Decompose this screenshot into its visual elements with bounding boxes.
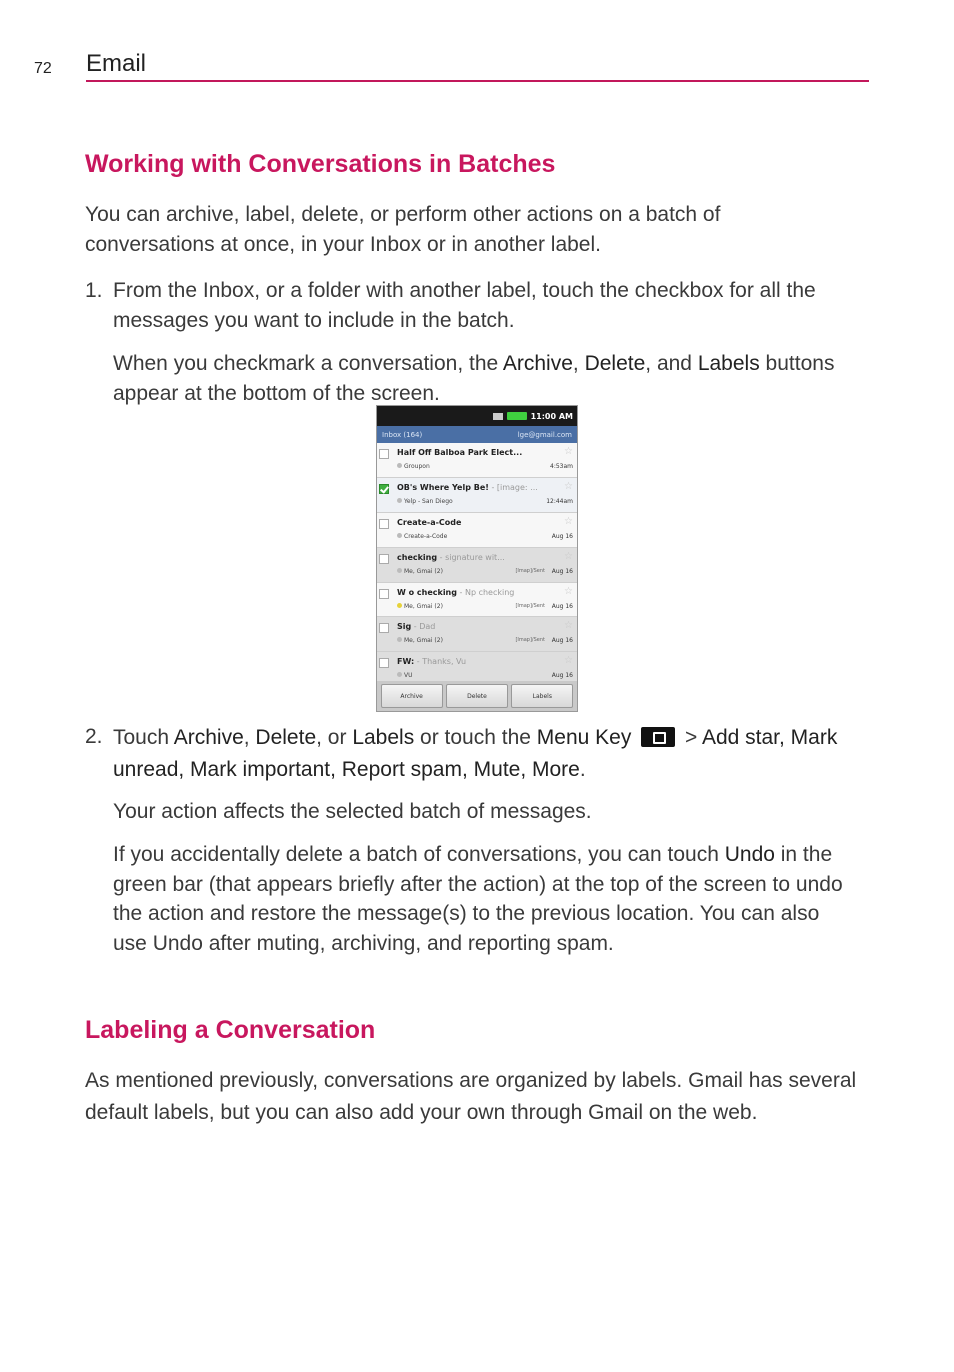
- conversation-row[interactable]: [377, 583, 577, 618]
- delete-button[interactable]: Delete: [446, 684, 508, 708]
- row-date: Aug 16: [551, 532, 573, 540]
- section-title-labeling: Labeling a Conversation: [85, 1016, 376, 1044]
- label-marker-icon: [397, 672, 402, 677]
- labels-term: Labels: [352, 726, 415, 749]
- section-title-batches: Working with Conversations in Batches: [85, 150, 556, 178]
- row-date: Aug 16: [551, 637, 573, 645]
- row-checkbox[interactable]: [379, 484, 389, 494]
- row-date: Aug 16: [551, 602, 573, 610]
- status-time: 11:00 AM: [530, 411, 573, 421]
- step-2-affect: Your action affects the selected batch of messages.: [113, 800, 592, 823]
- row-checkbox[interactable]: [379, 554, 389, 564]
- step-1-text: From the Inbox, or a folder with another label, touch the checkbox for all the messages you want to include in the batch.: [113, 279, 816, 332]
- row-checkbox[interactable]: [379, 449, 389, 459]
- conversation-row[interactable]: [377, 443, 577, 478]
- labeling-paragraph: As mentioned previously, conversations are organized by labels. Gmail has several default labels, but you can also add your own through Gmail on the web.: [85, 1069, 857, 1124]
- conversation-row[interactable]: [377, 548, 577, 583]
- row-sender: VU: [397, 672, 413, 679]
- archive-term: Archive: [173, 726, 244, 749]
- step-2-undo: If you accidentally delete a batch of conversations, you can touch Undo in the green bar (that appears briefly after the action) at the top of the screen to undo the action and restore the message(s) to the previous location. You can also use Undo after muting, archiving, and reporting spam.: [113, 843, 843, 956]
- row-checkbox[interactable]: [379, 658, 389, 668]
- star-icon[interactable]: ☆: [564, 620, 573, 632]
- row-date: 12:44am: [546, 497, 573, 505]
- inbox-title-bar: [377, 426, 577, 443]
- conversation-list: [377, 443, 577, 687]
- notification-icon: [493, 413, 503, 420]
- status-bar: [377, 406, 577, 426]
- label-marker-icon: [397, 637, 402, 642]
- row-sender: Yelp - San Diego: [397, 498, 453, 505]
- row-sender: Me, Gmai (2): [397, 568, 443, 575]
- delete-term: Delete: [584, 352, 646, 375]
- step-1-number: 1.: [85, 279, 103, 302]
- account-label: lge@gmail.com: [517, 430, 572, 439]
- row-label-tag: [Imap]/Sent: [515, 602, 545, 609]
- archive-term: Archive: [502, 352, 573, 375]
- step-1-note: When you checkmark a conversation, the Archive, Delete, and Labels buttons appear at the bottom of the screen.: [113, 352, 835, 405]
- row-snippet: - signature wit...: [437, 552, 505, 562]
- conversation-row[interactable]: [377, 478, 577, 513]
- row-sender: Me, Gmai (2): [397, 603, 443, 610]
- star-icon[interactable]: ☆: [564, 585, 573, 597]
- row-sender: Me, Gmai (2): [397, 637, 443, 644]
- label-marker-icon: [397, 498, 402, 503]
- delete-term: Delete: [255, 726, 317, 749]
- star-icon[interactable]: ☆: [564, 480, 573, 492]
- undo-term: Undo: [724, 843, 775, 866]
- row-snippet: - [image: ...: [488, 482, 538, 492]
- row-label-tag: [Imap]/Sent: [515, 637, 545, 644]
- label-marker-icon: [397, 603, 402, 608]
- star-icon[interactable]: ☆: [564, 655, 573, 667]
- row-subject: FW: - Thanks, Vu: [397, 657, 467, 667]
- row-subject: Sig - Dad: [397, 622, 436, 632]
- row-snippet: - Dad: [411, 622, 436, 632]
- section-header: Email: [86, 50, 147, 77]
- star-icon[interactable]: ☆: [564, 515, 573, 527]
- row-date: 4:53am: [550, 463, 573, 470]
- row-subject: OB's Where Yelp Be! - [image: ...: [397, 482, 538, 492]
- inbox-label: Inbox (164): [382, 430, 423, 439]
- menu-options-term: Add star, Mark unread, Mark important, Report spam, Mute, More: [113, 726, 838, 781]
- row-label-tag: [Imap]/Sent: [515, 567, 545, 574]
- menu-key-icon: [641, 727, 675, 747]
- batch-action-bar: [377, 681, 577, 711]
- battery-icon: [507, 412, 527, 420]
- row-checkbox[interactable]: [379, 519, 389, 529]
- label-marker-icon: [397, 568, 402, 573]
- row-sender: Create-a-Code: [397, 533, 447, 540]
- labels-term: Labels: [697, 352, 760, 375]
- label-marker-icon: [397, 463, 402, 468]
- intro-paragraph: You can archive, label, delete, or perform other actions on a batch of conversations at once, in your Inbox or in another label.: [85, 203, 721, 256]
- row-snippet: - Thanks, Vu: [414, 657, 467, 667]
- archive-button[interactable]: Archive: [381, 684, 443, 708]
- row-subject: Half Off Balboa Park Elect...: [397, 448, 523, 457]
- label-marker-icon: [397, 533, 402, 538]
- phone-screenshot: [376, 405, 578, 712]
- row-checkbox[interactable]: [379, 589, 389, 599]
- row-subject: checking - signature wit...: [397, 552, 505, 562]
- menu-key-term: Menu Key: [536, 726, 632, 749]
- star-icon[interactable]: ☆: [564, 550, 573, 562]
- row-date: Aug 16: [551, 567, 573, 575]
- conversation-row[interactable]: [377, 617, 577, 652]
- row-subject: Create-a-Code: [397, 517, 462, 527]
- row-sender: Groupon: [397, 463, 430, 470]
- header-rule: [86, 80, 869, 82]
- row-subject: W o checking - Np checking: [397, 587, 515, 597]
- row-date: Aug 16: [551, 672, 573, 680]
- page-number: 72: [34, 60, 52, 77]
- star-icon[interactable]: ☆: [564, 446, 573, 457]
- labels-button[interactable]: Labels: [511, 684, 573, 708]
- row-checkbox[interactable]: [379, 623, 389, 633]
- step-2-number: 2.: [85, 725, 103, 748]
- step-2-text: Touch Archive, Delete, or Labels or touch the Menu Key > Add star, Mark unread, Mark important, Report spam, Mute, More.: [113, 726, 838, 781]
- conversation-row[interactable]: [377, 513, 577, 548]
- row-snippet: - Np checking: [456, 587, 515, 597]
